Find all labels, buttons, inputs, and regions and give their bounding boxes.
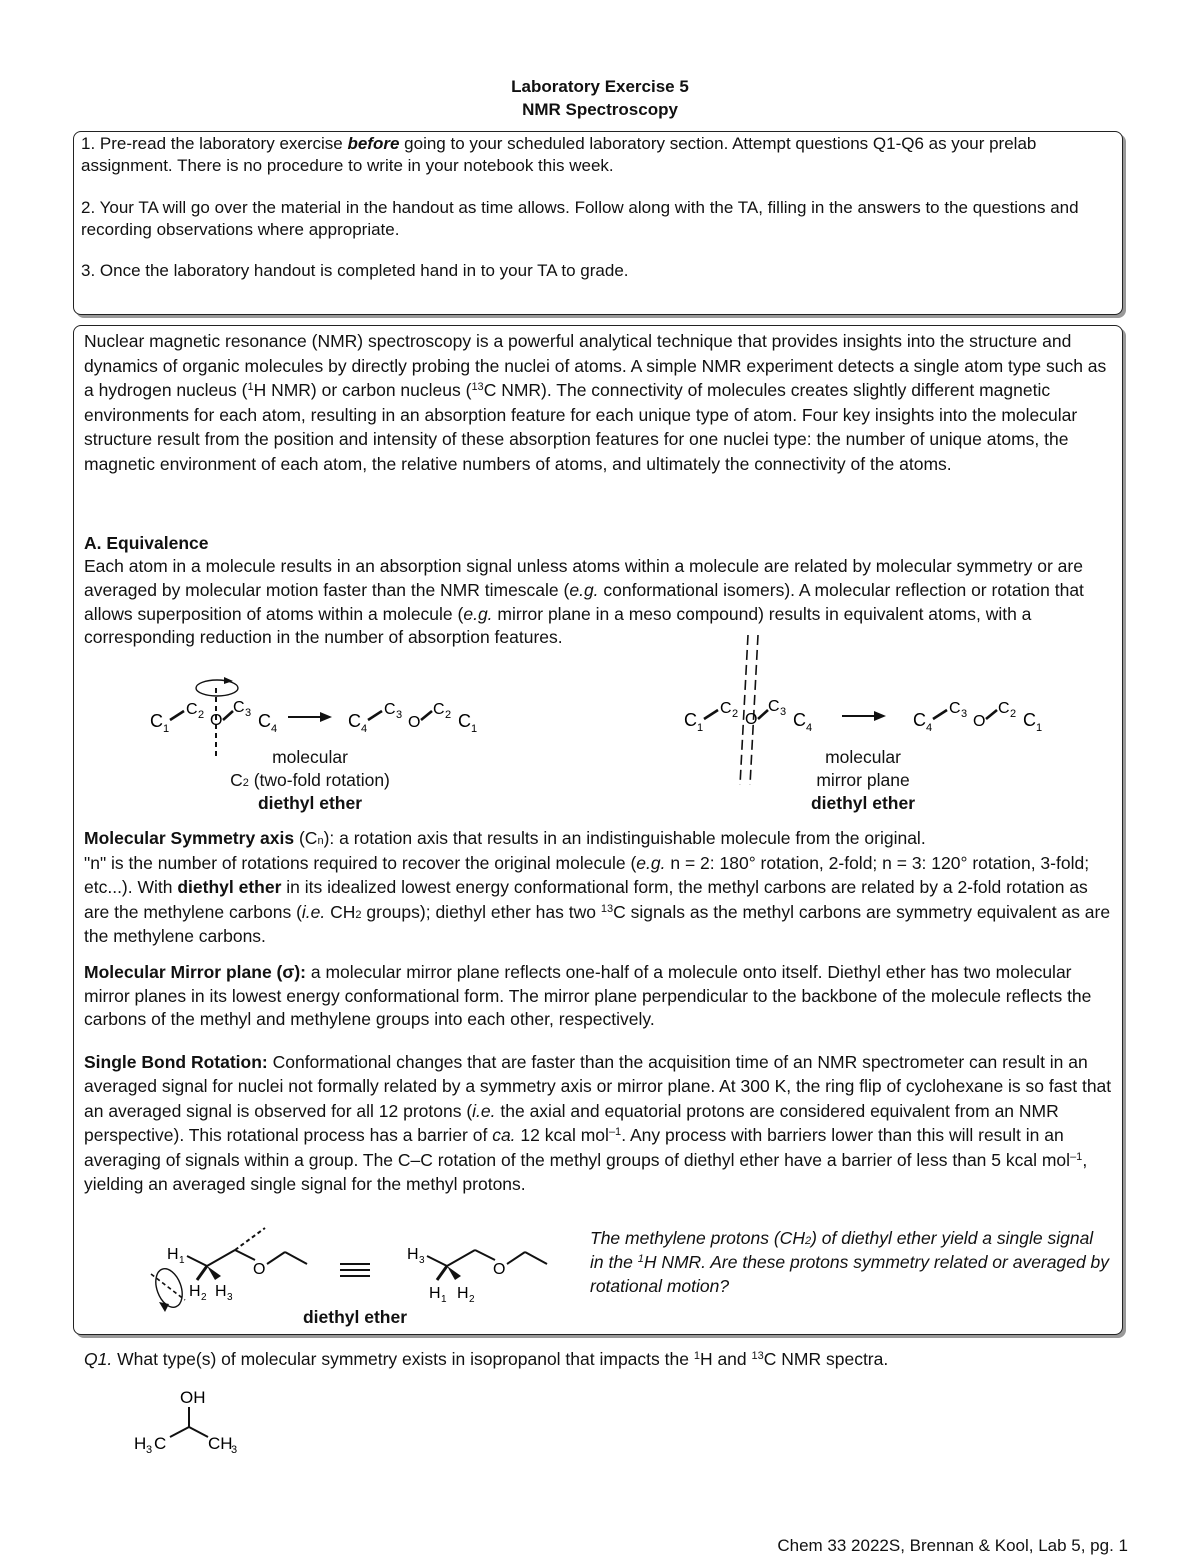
svg-text:C: C [150,711,163,731]
svg-text:3: 3 [396,709,403,721]
svg-text:C: C [384,701,396,718]
page-title: Laboratory Exercise 5 [511,77,689,96]
right-caption-mirror-plane: mirror plane [816,770,910,790]
svg-text:C: C [768,698,780,715]
svg-text:O: O [408,714,421,731]
svg-text:1: 1 [179,1255,185,1266]
svg-text:C: C [949,700,961,717]
section-heading-equivalence: A. Equivalence [84,533,209,553]
svg-text:H: H [429,1285,441,1302]
svg-text:4: 4 [361,723,368,735]
svg-text:H: H [215,1283,227,1300]
svg-text:C: C [348,711,361,731]
svg-text:2: 2 [445,709,452,721]
svg-text:O: O [493,1261,506,1278]
svg-text:H: H [134,1434,147,1453]
page-subtitle: NMR Spectroscopy [522,100,678,119]
svg-text:4: 4 [926,722,933,734]
isopropanol-structure [130,1385,270,1465]
page-footer: Chem 33 2022S, Brennan & Kool, Lab 5, pg. 1 [777,1536,1128,1555]
left-caption-c2: $C_2$ (two-fold rotation) [230,770,390,790]
figure2-note: The methylene protons $(CH_2)$ of diethyl ether yield a single signal in the $^1$H NMR. Are these protons symmetry related or averaged by rotational motion? [590,1228,1110,1296]
svg-text:3: 3 [780,706,787,718]
svg-text:2: 2 [198,709,205,721]
svg-text:C: C [913,710,926,730]
left-caption-molecular: molecular [272,747,348,767]
svg-text:3: 3 [961,708,968,720]
svg-text:C: C [720,700,732,717]
svg-text:C: C [684,710,697,730]
svg-text:H: H [189,1283,201,1300]
svg-text:4: 4 [271,723,278,735]
svg-text:1: 1 [441,1294,447,1305]
svg-text:C: C [258,711,271,731]
instruction-2: 2. Your TA will go over the material in the handout as time allows. Follow along with the TA, filling in the answers to the questions and recording observations where appropriate. [81,198,1079,239]
svg-text:O: O [973,713,986,730]
svg-text:O: O [745,711,758,728]
svg-text:H: H [167,1246,179,1263]
svg-text:CH: CH [208,1434,233,1453]
symmetry-axis-paragraph: Molecular Symmetry axis $(C_n)$: a rotation axis that results in an indistinguishable molecule from the original. "n" is the number of rotations required to recover the original molecule (e.g. n = 2: 180° rotation, 2-fold; n = 3: 120° rotation, 3-fold; etc...). With diethyl ether in its idealized lowest energy conformational form, the methyl carbons are related by a 2-fold rotation as are the methylene carbons (i.e. $CH_2$ groups); diethyl ether has two $^{13}$C signals as the methyl carbons are symmetry equivalent as are the methylene carbons. [84,828,1111,947]
svg-text:C: C [433,701,445,718]
svg-text:1: 1 [1036,722,1043,734]
equivalence-paragraph: Each atom in a molecule results in an absorption signal unless atoms within a molecule are related by molecular symmetry or are averaged by molecular motion faster than the NMR timescale (e.g. conformational isomers). A molecular reflection or rotation that allows superposition of atoms within a molecule (e.g. mirror plane in a meso compound) results in equivalent atoms, with a corresponding reduction in the number of absorption features. [84,556,1084,648]
svg-text:C: C [154,1434,167,1453]
svg-text:2: 2 [1010,708,1017,720]
svg-text:3: 3 [231,1444,238,1456]
svg-text:C: C [233,699,245,716]
figure2-caption: diethyl ether [302,1307,408,1327]
mirror-plane-paragraph: Molecular Mirror plane (σ): a molecular mirror plane reflects one-half of a molecule onto itself. Diethyl ether has two molecular mirror planes in its lowest energy conformational form. The mirror plane perpendicular to the backbone of the molecule reflects the carbons of the methyl and methylene groups into each other, respectively. [84,962,1092,1029]
left-caption-diethyl-ether: diethyl ether [257,793,363,813]
svg-text:OH: OH [180,1388,206,1407]
svg-text:C: C [998,700,1010,717]
svg-text:4: 4 [806,722,813,734]
svg-text:H: H [407,1246,419,1263]
svg-text:2: 2 [732,708,739,720]
svg-text:H: H [457,1285,469,1302]
intro-paragraph: Nuclear magnetic resonance (NMR) spectroscopy is a powerful analytical technique that provides insights into the structure and dynamics of organic molecules by directly probing the nuclei of atoms. A simple NMR experiment detects a single atom type such as a hydrogen nucleus ($^1$H NMR) or carbon nucleus ($^{13}$C NMR). The connectivity of molecules creates slightly different magnetic environments for each atom, resulting in an absorption feature for each unique type of atom. Four key insights into the molecular structure result from the position and intensity of these absorption features for one nuclei type: the number of unique atoms, the magnetic environment of each atom, the relative numbers of atoms, and ultimately the connectivity of the atoms. [84,331,1107,474]
svg-text:3: 3 [227,1292,233,1303]
svg-text:1: 1 [163,723,170,735]
svg-text:C: C [186,701,198,718]
svg-text:C: C [458,711,471,731]
svg-text:O: O [253,1261,266,1278]
svg-text:1: 1 [471,723,478,735]
svg-text:3: 3 [146,1444,153,1456]
svg-text:3: 3 [419,1255,425,1266]
instruction-1: 1. Pre-read the laboratory exercise before going to your scheduled laboratory section. Attempt questions Q1-Q6 as your prelab assignment. There is no procedure to write in your notebook this week. [81,134,1037,175]
instruction-3: 3. Once the laboratory handout is completed hand in to your TA to grade. [81,261,629,280]
svg-text:C: C [1023,710,1036,730]
right-caption-molecular: molecular [825,747,901,767]
svg-text:1: 1 [697,722,704,734]
svg-text:C: C [793,710,806,730]
svg-text:O: O [210,712,223,729]
svg-text:2: 2 [469,1294,475,1305]
question-1: Q1. What type(s) of molecular symmetry exists in isopropanol that impacts the $^1$H and $^{13}$C NMR spectra. [84,1349,889,1369]
svg-text:3: 3 [245,707,252,719]
svg-text:2: 2 [201,1292,207,1303]
bond-rotation-paragraph: Single Bond Rotation: Conformational changes that are faster than the acquisition time of an NMR spectrometer can result in an averaged signal for nuclei not formally related by a symmetry axis or mirror plane. At 300 K, the ring flip of cyclohexane is so fast that an averaged signal is observed for all 12 protons (i.e. the axial and equatorial protons are considered equivalent from an NMR perspective). This rotational process has a barrier of ca. 12 kcal mol$^{-1}$. Any process with barriers lower than this will result in an averaging of signals within a group. The C–C rotation of the methyl groups of diethyl ether have a barrier of less than 5 kcal mol$^{-1}$, yielding an averaged single signal for the methyl protons. [84,1052,1112,1195]
right-caption-diethyl-ether: diethyl ether [810,793,916,813]
